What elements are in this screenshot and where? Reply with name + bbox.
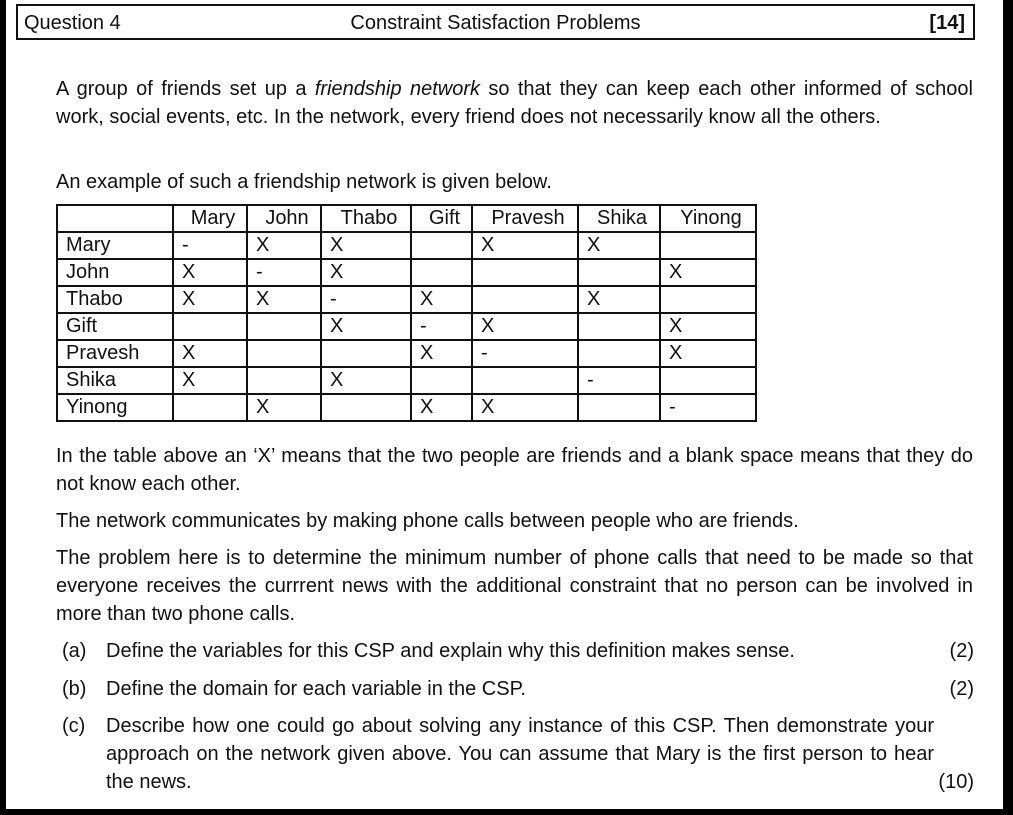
table-cell: [411, 367, 472, 394]
row-label: Gift: [57, 313, 173, 340]
col-header: Gift: [411, 205, 472, 232]
row-label: Pravesh: [57, 340, 173, 367]
table-cell: [472, 367, 578, 394]
friendship-table: [56, 204, 757, 422]
table-cell: [578, 394, 660, 421]
table-row: [57, 340, 756, 367]
row-label: John: [57, 259, 173, 286]
table-cell: [472, 259, 578, 286]
table-cell: [247, 313, 321, 340]
col-header: Pravesh: [472, 205, 578, 232]
table-corner: [57, 205, 173, 232]
table-cell: X: [578, 232, 660, 259]
intro-paragraph: [56, 75, 973, 131]
table-cell: X: [472, 313, 578, 340]
col-header: Thabo: [321, 205, 411, 232]
table-cell: [578, 259, 660, 286]
table-cell: X: [247, 286, 321, 313]
table-cell: -: [411, 313, 472, 340]
communication-paragraph: The network communicates by making phone calls between people who are friends.: [56, 510, 799, 532]
col-header: Yinong: [660, 205, 756, 232]
table-cell: [411, 259, 472, 286]
table-cell: -: [247, 259, 321, 286]
table-cell: X: [411, 340, 472, 367]
part-label: (a): [62, 640, 87, 662]
part-label: (b): [62, 678, 87, 700]
row-label: Yinong: [57, 394, 173, 421]
question-number: Question 4: [24, 12, 121, 34]
table-cell: -: [472, 340, 578, 367]
table-cell: X: [660, 259, 756, 286]
table-cell: [411, 232, 472, 259]
table-cell: [173, 313, 247, 340]
table-cell: [173, 394, 247, 421]
table-row: [57, 286, 756, 313]
table-row: [57, 313, 756, 340]
table-cell: X: [247, 394, 321, 421]
table-cell: -: [321, 286, 411, 313]
part-text: Define the domain for each variable in the CSP.: [106, 678, 526, 700]
col-header: Mary: [173, 205, 247, 232]
table-cell: X: [411, 394, 472, 421]
table-cell: X: [173, 340, 247, 367]
part-text: Describe how one could go about solving any instance of this CSP. Then demonstrate your approach on the network given above. You can assume that Mary is the first person to hear the news.: [106, 715, 934, 793]
table-cell: X: [321, 367, 411, 394]
table-cell: -: [660, 394, 756, 421]
table-cell: X: [321, 313, 411, 340]
table-cell: [578, 313, 660, 340]
table-cell: X: [472, 232, 578, 259]
table-cell: X: [578, 286, 660, 313]
table-cell: -: [173, 232, 247, 259]
question-header: [16, 4, 975, 40]
part-marks: (2): [949, 640, 974, 662]
part-text: Define the variables for this CSP and explain why this definition makes sense.: [106, 640, 795, 662]
intro-italic-term: friendship network: [314, 78, 480, 100]
part-b: [62, 675, 974, 703]
problem-paragraph: The problem here is to determine the minimum number of phone calls that need to be made so that everyone receives the currrent news with the additional constraint that no person can be involved in more than two phone calls.: [56, 547, 973, 625]
part-marks: (10): [938, 771, 974, 793]
question-title: Constraint Satisfaction Problems: [350, 12, 641, 34]
table-cell: [247, 367, 321, 394]
table-cell: [660, 367, 756, 394]
table-cell: [660, 232, 756, 259]
table-cell: [472, 286, 578, 313]
part-marks: (2): [949, 678, 974, 700]
table-row: [57, 232, 756, 259]
table-cell: X: [173, 259, 247, 286]
table-header-row: [57, 205, 756, 232]
intro-text-b: so that they can keep each other informed of school work, social events, etc. In the network, every friend does not necessarily know all the others.: [56, 78, 973, 128]
table-cell: X: [411, 286, 472, 313]
question-marks: [14]: [929, 12, 965, 34]
table-cell: [321, 394, 411, 421]
part-a: [62, 637, 974, 665]
table-explanation: In the table above an ‘X’ means that the two people are friends and a blank space means that they do not know each other.: [56, 445, 973, 495]
part-label: (c): [62, 715, 86, 737]
col-header: Shika: [578, 205, 660, 232]
table-cell: X: [660, 340, 756, 367]
table-cell: X: [321, 259, 411, 286]
row-label: Mary: [57, 232, 173, 259]
table-cell: [247, 340, 321, 367]
table-cell: X: [173, 367, 247, 394]
col-header: John: [247, 205, 321, 232]
table-cell: -: [578, 367, 660, 394]
table-cell: X: [173, 286, 247, 313]
table-cell: [321, 340, 411, 367]
example-intro: An example of such a friendship network is given below.: [56, 171, 552, 193]
table-row: [57, 394, 756, 421]
exam-page: [6, 0, 1007, 809]
table-cell: X: [321, 232, 411, 259]
table-row: [57, 259, 756, 286]
table-cell: [660, 286, 756, 313]
table-cell: X: [247, 232, 321, 259]
table-row: [57, 367, 756, 394]
table-cell: X: [472, 394, 578, 421]
intro-text-a: A group of friends set up a: [56, 78, 315, 100]
row-label: Thabo: [57, 286, 173, 313]
row-label: Shika: [57, 367, 173, 394]
table-cell: [578, 340, 660, 367]
part-c: [62, 712, 974, 796]
table-cell: X: [660, 313, 756, 340]
